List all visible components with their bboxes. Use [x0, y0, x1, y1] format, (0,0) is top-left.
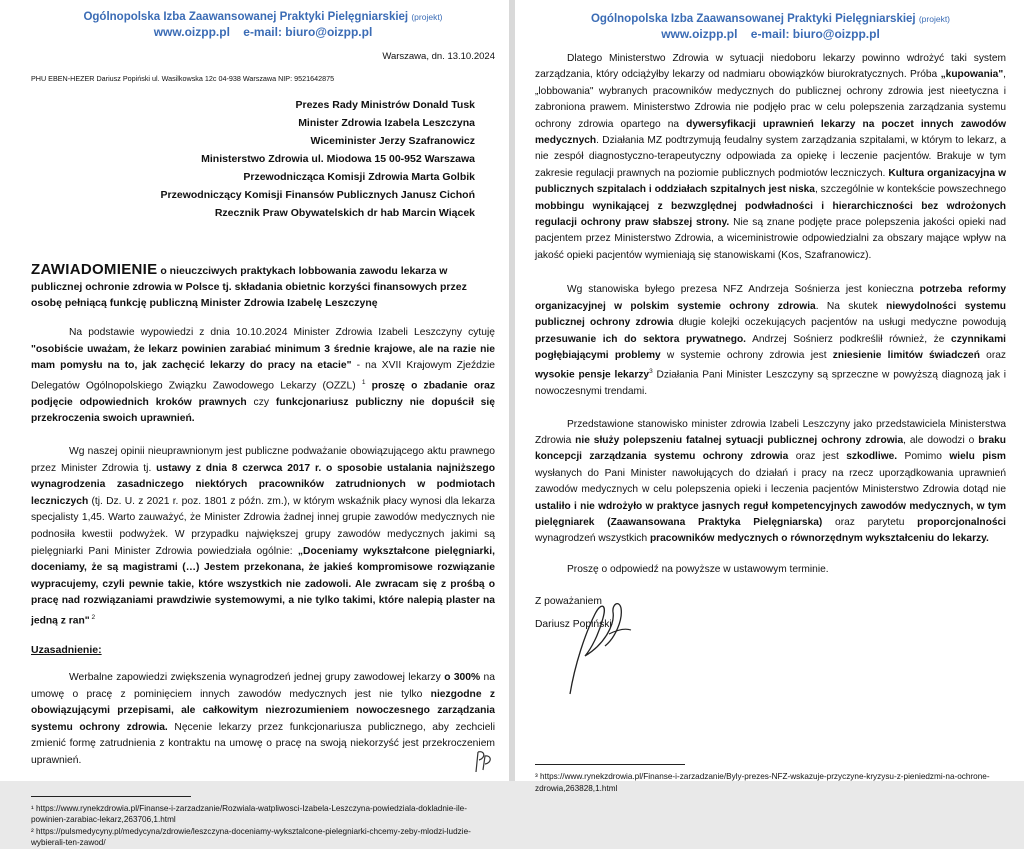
bold-text: przesuwanie ich do sektora prywatnego. [535, 333, 747, 345]
org-project-tag: (projekt) [411, 12, 443, 22]
bold-text: niezgodne z obowiązującymi przepisami, ale całkowitym niezrozumieniem nowoczesnego zarządzania systemu ochrony zdrowia. [31, 688, 496, 733]
closing-regards: Z poważaniem [535, 596, 602, 608]
addressee-list [31, 96, 495, 222]
text-run: . Działania MZ podtrzymują feudalny system zarządzania szpitalami, w którym to lekarz, a nie zespół diagnostyczno-terapeutyczny odpowiada za opiekę i leczenie pacjentów. Brakuje w tym zakresie regulacji prawnych na poziomie publicznych podmiotów leczniczych. [535, 135, 1006, 179]
text-run: długie kolejki oczekujących pacjentów na usługi medyczne powodują [673, 317, 1006, 329]
text-run: Nęcenie lekarzy przez funkcjonariusza publicznego, aby zechcieli zmienić formę zatrudnienia z kontraktu na umowę o pracę na swoją niekorzyść jest przekroczeniem uprawnień. [31, 721, 495, 766]
org-email-link[interactable]: e-mail: biuro@oizpp.pl [243, 25, 373, 39]
addressee: Ministerstwo Zdrowia ul. Miodowa 15 00-952 Warszawa [201, 153, 475, 165]
text-run: - na XVII Krajowym Zjeździe Delegatów Ogólnopolskiego Związku Zawodowego Lekarzy (OZZL) [31, 360, 496, 392]
text-run: Andrzej Sośnierz podkreślił również, że [746, 333, 952, 345]
bold-text: mobbingu wynikającej z bezwzględnej podwładności i hierarchiczności bez wdrożonych regulacji ochrony praw słabszej strony. [535, 200, 1006, 229]
bold-text: „kupowania" [940, 69, 1004, 81]
org-contact [535, 27, 1006, 41]
addressee: Rzecznik Praw Obywatelskich dr hab Marcin Wiącek [214, 207, 475, 219]
org-header [31, 10, 495, 25]
text-run: wysłanych do Pani Minister nawołujących do działań i pracy na rzecz uporządkowania uprawnień zawodów medycznych w celu polepszenia opieki i leczenia pacjentów Ministerstwo Zdrowia dotąd nie [535, 467, 1006, 496]
justification-heading: Uzasadnienie: [31, 643, 102, 656]
addressee: Przewodnicząca Komisji Zdrowia Marta Golbik [243, 171, 475, 183]
handwritten-signature [535, 594, 665, 704]
text-run: wynagrodzeń wszystkich [535, 533, 650, 545]
bold-text: funkcjonariusz publiczny nie dopuścił się przekroczenia swoich uprawnień. [31, 396, 495, 425]
text-run: , szczególnie w kontekście powszechnego [814, 184, 1006, 196]
addressee: Wiceminister Jerzy Szafranowicz [310, 135, 475, 147]
signature-area [535, 630, 1006, 700]
org-name: Ogólnopolska Izba Zaawansowanej Praktyki Pielęgniarskiej [590, 13, 916, 25]
bold-text: ustaliło i nie wdrożyło w praktyce jasnych reguł kompetencyjnych zawodów medycznych, w tym pielęgniarek (Zaawansowana Praktyka Pielęgniarska) [535, 500, 1006, 528]
org-website-link[interactable]: www.oizpp.pl [153, 25, 230, 39]
org-contact [31, 25, 495, 39]
text-run: Działania Pani Minister Leszczyny są sprzeczne w powyższą diagnozą jak i nowoczesnymi trendami. [535, 369, 1006, 398]
paragraph [31, 670, 495, 770]
bold-text: dywersyfikacji uprawnień lekarzy na poczet innych zawodów medycznych [535, 118, 1006, 147]
paragraph [535, 282, 1006, 400]
paragraph [31, 444, 495, 630]
paragraph [535, 417, 1006, 548]
text-run: . Na skutek [815, 300, 887, 312]
subject-text: o nieuczciwych praktykach lobbowania zawodu lekarza w publicznej ochronie zdrowia w Polsce tj. składania obietnic korzyści finansowych przez osobę pełniącą funkcję publiczną Minister Zdrowia Izabelę Leszczynę [31, 265, 467, 309]
org-name: Ogólnopolska Izba Zaawansowanej Praktyki Pielęgniarskiej [83, 11, 409, 23]
footnote-separator [535, 764, 685, 765]
bold-text: zniesienie limitów świadczeń [832, 349, 980, 361]
paragraph [31, 325, 495, 428]
footnote-ref: 3 [649, 368, 653, 376]
letter-page-1 [0, 0, 509, 847]
bold-text: "osobiście uważam, że lekarz powinien zarabiać minimum 3 średnie krajowe, ale na razie nie mam pomysłu na to, jak zachęcić lekarzy do pracy na etacie" [31, 343, 495, 372]
bold-text: nie służy polepszeniu fatalnej sytuacji publicznej ochrony zdrowia [575, 434, 904, 446]
bold-text: pracowników medycznych o równorzędnym wykształceniu do lekarzy. [649, 533, 989, 545]
sender-line: PHU EBEN-HEZER Dariusz Popiński ul. Wasilkowska 12c 04-938 Warszawa NIP: 9521642875 [31, 74, 335, 83]
bold-text: ustawy z dnia 8 czerwca 2017 r. o sposobie ustalania najniższego wynagrodzenia zasadniczego niektórych pracowników zatrudnionych w podmiotach leczniczych [31, 462, 495, 507]
bold-text: wysokie pensje lekarzy [535, 369, 650, 381]
text-run: Werbalne zapowiedzi zwiększenia wynagrodzeń jednej grupy zawodowej lekarzy [69, 671, 445, 683]
bold-text: szkodliwe. [846, 451, 898, 463]
footnote: ² https://pulsmedycyny.pl/medycyna/zdrowie/leszczyna-doceniamy-wyksztalcone-pielegniarki-chcemy-zeby-mlodzi-ludzie-wybierali-ten-zawod/ [31, 826, 471, 847]
paragraph [535, 51, 1006, 264]
text-run: Pomimo [897, 451, 950, 463]
text-run: , „lobbowania" wybranych pracowników medycznych do publicznej ochrony zdrowia jest nieetyczna i zabroniona prawem. Ministerstwo Zdrowia nie podjęło prac w celu polepszenia zarządzania systemu ochrony zdrowia opartego na [535, 69, 1006, 130]
bold-text: potrzeba reformy organizacyjnej w polskim systemie ochrony zdrowia [535, 284, 1006, 312]
addressee: Minister Zdrowia Izabela Leszczyna [298, 117, 475, 129]
org-project-tag: (projekt) [918, 14, 951, 24]
text-run: na umowę o pracę z pominięciem innych zawodów medycznych jest nie tylko [31, 671, 495, 700]
bold-text: braku koncepcji zarządzania systemu ochrony zdrowia [535, 434, 1007, 463]
text-run: , ale dowodzi o [903, 434, 979, 446]
bold-text: niewydolności systemu publicznej ochrony zdrowia [535, 300, 1006, 329]
response-request: Proszę o odpowiedź na powyższe w ustawowym terminie. [567, 563, 829, 575]
text-run: Wg stanowiska byłego prezesa NFZ Andrzeja Sośnierza jest konieczna [567, 284, 920, 296]
bold-text: proporcjonalności [917, 516, 1007, 528]
text-run: Wg naszej opinii nieuprawnionym jest publiczne podważanie obowiązującego aktu prawnego przez Minister Zdrowia tj. [31, 445, 495, 474]
handwritten-initials [470, 748, 494, 774]
text-run: Na podstawie wypowiedzi z dnia 10.10.2024 Minister Zdrowia Izabeli Leszczyny cytuję [69, 327, 495, 338]
letter-date: Warszawa, dn. 13.10.2024 [382, 51, 495, 62]
text-run: Dlatego Ministerstwo Zdrowia w sytuacji niedoboru lekarzy powinno wdrożyć taki system zarządzania, który odciążyłby lekarzy od nadmiaru obowiązków biurokratycznych. Próba [535, 53, 1006, 81]
addressee: Przewodniczący Komisji Finansów Publicznych Janusz Cichoń [160, 189, 475, 201]
subject-title: ZAWIADOMIENIE [31, 261, 158, 278]
footnote-ref: 2 [89, 613, 96, 621]
org-website-link[interactable]: www.oizpp.pl [661, 27, 738, 41]
footnote-separator [31, 796, 191, 797]
bold-text: czynnikami pogłębiającymi problemy [535, 333, 1006, 361]
org-email-link[interactable]: e-mail: biuro@oizpp.pl [750, 27, 880, 41]
bold-text: wielu pism [949, 451, 1006, 463]
footnote: ¹ https://www.rynekzdrowia.pl/Finanse-i-zarzadzanie/Rozwiala-watpliwosci-Izabela-Leszczyna-powiedziala-dokladnie-ile-powinien-zarabiac-lekarz,263706,1.html [31, 803, 467, 824]
bold-text: proszę o zbadanie oraz podjęcie odpowiednich kroków prawnych [31, 380, 495, 408]
footnote: ³ https://www.rynekzdrowia.pl/Finanse-i-zarzadzanie/Byly-prezes-NFZ-wskazuje-przyczyne-kryzysu-z-pieniedzmi-na-ochrone-zdrowia,263828,1.html [535, 772, 990, 793]
footnote-ref: 1 [361, 378, 366, 386]
letter-subject [31, 262, 495, 311]
text-run: Nie są znane podjęte prace polepszenia jakości opieki nad pacjentem przez Ministerstwo Zdrowia, a wiceministrowie odpowiedzialni za obszary mające wpływ na jakość opieki pacjentów wymieniają się stanowiskami (Kos, Szafranowicz). [535, 217, 1006, 261]
bold-text: Kultura organizacyjna w publicznych szpitalach i oddziałach szpitalnych jest niska [535, 167, 1006, 196]
letter-page-2 [515, 0, 1024, 793]
text-run: w systemie ochrony zdrowia jest [660, 349, 833, 361]
bold-text: o 300% [444, 671, 481, 683]
bold-text: „Doceniamy wykształcone pielęgniarki, doceniamy, że są magistrami (…) Jestem przekonana, że jakieś kompromisowe rozwiązanie wypracujemy, czyli pewnie takie, które wszystkich nie zadowoli. Ale zwracam się z prośbą o pracę nad rozwiązaniami prawdziwie systemowymi, a nie tylko takimi, które nalepią plaster na jedną z ran" [31, 545, 495, 627]
addressee: Prezes Rady Ministrów Donald Tusk [295, 99, 475, 111]
text-run: oraz parytetu [822, 516, 918, 528]
text-run: Przedstawione stanowisko minister zdrowia Izabeli Leszczyny jako przedstawiciela Ministerstwa Zdrowia [535, 418, 1006, 446]
org-header [535, 12, 1006, 27]
text-run: oraz [979, 349, 1006, 361]
text-run: (tj. Dz. U. z 2021 r. poz. 1801 z późn. zm.), w którym wskaźnik płacy wynosi dla lekarza specjalisty 1,45. Warto zauważyć, że Minister Zdrowia żadnej innej grupie zawodów medycznych nie podnosiła kwestii podwyżek. W przypadku największej grupy zawodów medycznych jakimi są pielęgniarki Pani Minister Zdrowia powiedziała ogólnie: [31, 495, 495, 557]
text-run: oraz jest [788, 451, 847, 463]
signature-name: Dariusz Popiński [535, 619, 612, 631]
text-run: czy [246, 396, 276, 408]
